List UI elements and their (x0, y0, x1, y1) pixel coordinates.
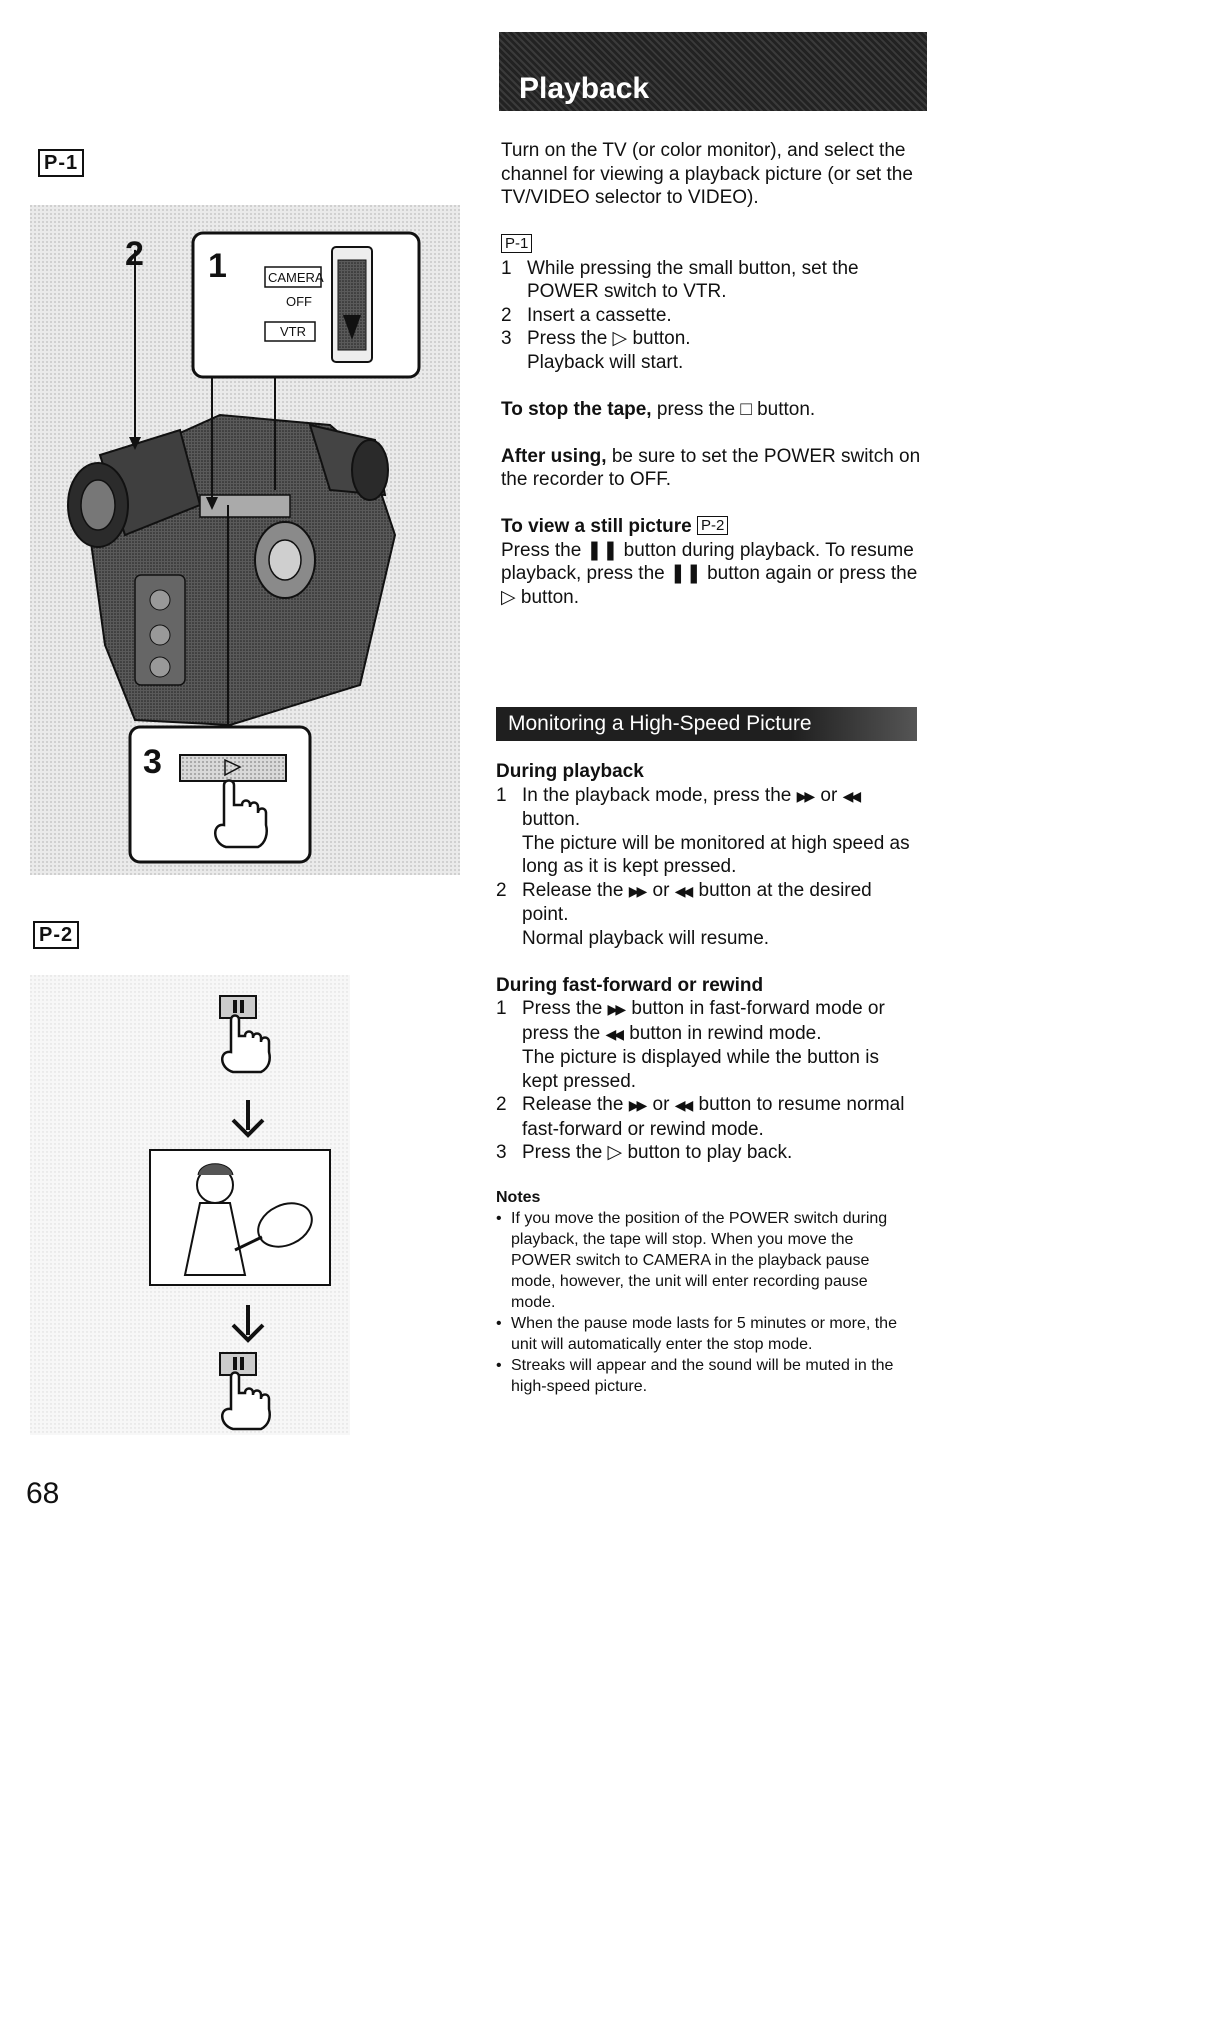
playback-step-2 (496, 879, 916, 951)
step-text (527, 327, 691, 374)
bullet: • (496, 1357, 502, 1374)
after-text: be sure to set the POWER switch on the recorder to OFF. (501, 445, 921, 490)
section-title: Monitoring a High-Speed Picture (508, 712, 812, 735)
stop-text: press the (651, 398, 741, 420)
notes-section (496, 1187, 906, 1397)
step-number: 3 (496, 1142, 507, 1163)
still-text: button again or press the (701, 563, 918, 584)
stop-square-icon: □ (740, 398, 752, 420)
rewind-icon: ◀◀ (674, 1097, 691, 1113)
figure-label-p2 (33, 921, 79, 949)
step-text-part: button to resume normal fast-forward or rewind mode. (522, 1094, 905, 1140)
p1-label-text: P-1 (38, 149, 84, 177)
fast-forward-icon: ▶▶ (796, 787, 813, 804)
camcorder-illustration (30, 205, 460, 880)
step-number: 2 (496, 1094, 507, 1115)
step-number: 3 (501, 328, 512, 349)
still-text: Press the (501, 539, 587, 561)
step-text-part: button. (522, 809, 581, 830)
step-3 (501, 327, 921, 374)
step-text-part: Press the (522, 1142, 608, 1163)
rewind-icon: ◀◀ (674, 882, 691, 899)
step-text-part: Press the (522, 998, 608, 1019)
after-heading: After using, (501, 445, 607, 467)
playback-step-1 (496, 784, 916, 879)
still-heading-line (501, 515, 921, 539)
step-text-part: button to play back. (622, 1142, 793, 1163)
step-text-part: Playback will start. (527, 351, 684, 373)
step-text-part: or (815, 784, 843, 806)
step-text-part: The picture will be monitored at high speed as long as it is kept pressed. (522, 832, 910, 877)
monitoring-text (496, 760, 916, 1165)
notes-heading: Notes (496, 1189, 541, 1206)
step-number: 2 (501, 304, 512, 326)
p1-reference (501, 233, 921, 257)
step-text (522, 784, 916, 879)
step-text-part: button in rewind mode. (623, 1022, 822, 1044)
step-text-part: Normal playback will resume. (522, 927, 770, 949)
step-number: 1 (496, 998, 507, 1019)
page-title: Playback (519, 72, 650, 105)
ff-step-2 (496, 1093, 916, 1141)
step-text-part: In the playback mode, press the (522, 784, 797, 806)
after-paragraph (501, 445, 921, 492)
bullet: • (496, 1315, 502, 1332)
still-text: button during playback. To resume playback, press the (501, 539, 914, 584)
step-text (522, 879, 916, 951)
fast-forward-icon: ▶▶ (628, 1097, 645, 1113)
bullet: • (496, 1210, 502, 1227)
note-item (496, 1313, 906, 1355)
pause-bars-icon: ❚❚ (669, 563, 702, 584)
switch-vtr-label: VTR (280, 324, 306, 339)
playback-text (501, 139, 921, 609)
stop-paragraph (501, 398, 921, 422)
step-number: 1 (496, 784, 507, 806)
step-number: 1 (501, 257, 512, 279)
step-text-part: button. (627, 328, 691, 349)
playback-title-bar (499, 32, 927, 111)
fast-forward-icon: ▶▶ (607, 1001, 624, 1017)
intro-paragraph: Turn on the TV (or color monitor), and select the channel for viewing a playback picture (or set the TV/VIDEO selector to VIDEO). (501, 140, 913, 208)
stop-heading: To stop the tape, (501, 398, 652, 420)
switch-camera-label: CAMERA (268, 270, 324, 285)
still-picture-illustration (30, 975, 360, 1455)
callout-step-1: 1 (208, 247, 227, 285)
rewind-icon: ◀◀ (842, 787, 859, 804)
ff-step-1 (496, 997, 916, 1093)
play-triangle-icon: ▷ (612, 328, 628, 349)
note-item (496, 1208, 906, 1313)
step-text (522, 1141, 792, 1165)
fast-forward-icon: ▶▶ (628, 882, 645, 899)
switch-off-label: OFF (286, 294, 312, 309)
still-heading: To view a still picture (501, 516, 692, 537)
page-number: 68 (26, 1477, 60, 1510)
callout-step-3: 3 (143, 743, 162, 781)
callout-step-2: 2 (125, 235, 144, 273)
monitoring-title-bar (496, 707, 917, 741)
step-text (522, 1093, 916, 1141)
pause-bars-icon: ❚❚ (586, 539, 619, 561)
step-text-part: or (647, 879, 675, 901)
p2-label-text: P-2 (33, 921, 79, 949)
step-text-part: Press the (527, 328, 613, 349)
figure-label-p1 (38, 149, 84, 177)
step-number: 2 (496, 879, 507, 901)
step-text-part: button at the desired point. (522, 879, 872, 925)
notes-list (496, 1208, 906, 1397)
rewind-icon: ◀◀ (605, 1025, 621, 1042)
step-text: While pressing the small button, set the POWER switch to VTR. (527, 257, 859, 302)
p2-small-label: P-2 (697, 516, 728, 535)
ff-step-3 (496, 1141, 916, 1165)
p1-small-label: P-1 (501, 234, 532, 253)
step-text-part: Release the (522, 879, 629, 901)
step-text: Insert a cassette. (527, 304, 672, 326)
note-text: When the pause mode lasts for 5 minutes or more, the unit will automatically enter the stop mode. (511, 1315, 897, 1353)
still-paragraph (501, 539, 921, 610)
still-text: button. (515, 586, 580, 608)
during-ff-heading: During fast-forward or rewind (496, 974, 764, 996)
note-item (496, 1355, 906, 1397)
play-triangle-icon: ▷ (501, 586, 516, 608)
step-text-part: button in fast-forward mode or press the (522, 998, 885, 1044)
step-text (522, 997, 916, 1093)
play-triangle-icon: ▷ (607, 1142, 623, 1163)
step-1 (501, 257, 921, 304)
note-text: If you move the position of the POWER switch during playback, the tape will stop. When you move the POWER switch to CAMERA in the playback pause mode, however, the unit will enter recording pause mode. (511, 1210, 888, 1311)
step-text-part: The picture is displayed while the button is kept pressed. (522, 1047, 879, 1092)
step-text-part: Release the (522, 1094, 629, 1115)
step-text-part: or (647, 1094, 675, 1115)
note-text: Streaks will appear and the sound will be muted in the high-speed picture. (511, 1357, 894, 1395)
step-2 (501, 304, 921, 328)
stop-text: button. (751, 398, 816, 420)
during-playback-heading: During playback (496, 761, 644, 782)
